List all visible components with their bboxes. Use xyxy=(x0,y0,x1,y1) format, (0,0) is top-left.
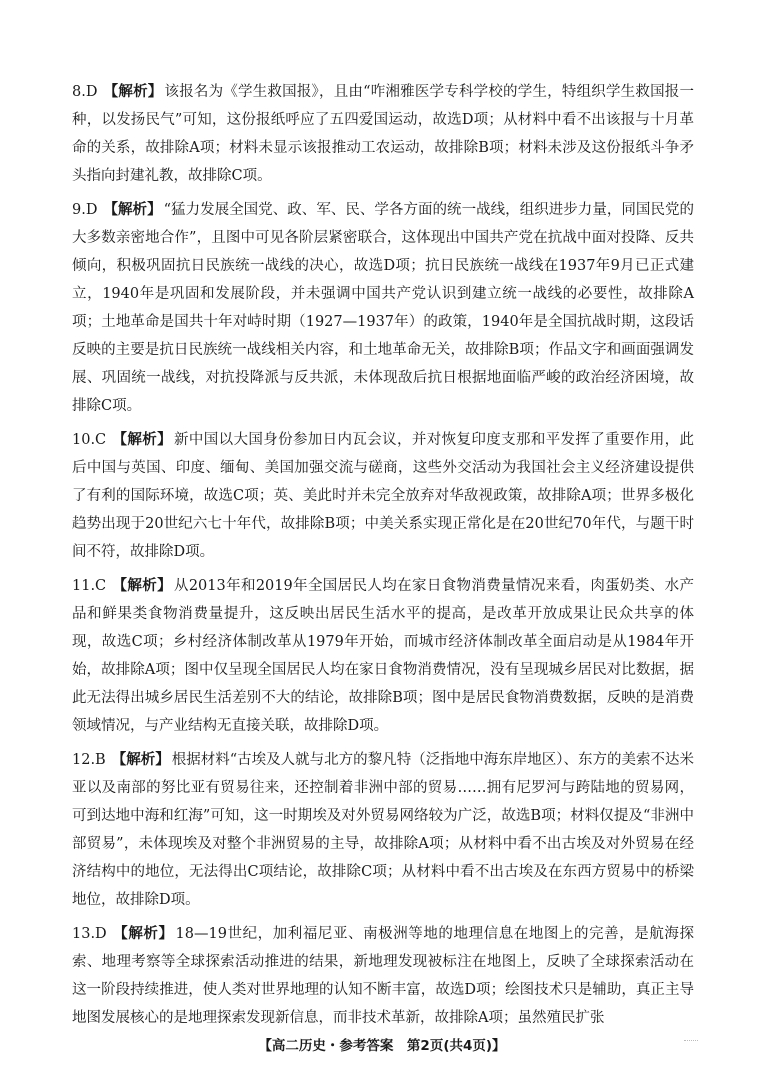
answer-number: 11.C xyxy=(72,578,107,594)
analysis-tag: 【解析】 xyxy=(112,431,172,448)
answer-item-13 xyxy=(72,920,694,1032)
answer-explanation: 18—19世纪，加利福尼亚、南极洲等地的地理信息在地图上的完善，是航海探索、地理考察等全球探索活动推进的结果，新地理发现被标注在地图上，反映了全球探索活动在这一阶段持续推进，使人类对世界地理的认知不断丰富，故选D项；绘图技术只是辅助，真正主导地图发展核心的是地理探索发现新信息，而非技术革新，故排除A项；虽然殖民扩张 xyxy=(72,926,695,1026)
scan-mark xyxy=(684,1040,698,1047)
answer-explanation: 从2013年和2019年全国居民人均在家日食物消费量情况来看，肉蛋奶类、水产品和鲜果类食物消费量提升，这反映出居民生活水平的提高，是改革开放成果让民众共享的体现，故选C项；乡村经济体制改革从1979年开始，而城市经济体制改革全面启动是从1984年开始，故排除A项；图中仅呈现全国居民人均在家日食物消费情况，没有呈现城乡居民对比数据，据此无法得出城乡居民生活差别不大的结论，故排除B项；图中是居民食物消费数据，反映的是消费领域情况，与产业结构无直接关联，故排除D项。 xyxy=(72,578,694,734)
answer-number: 13.D xyxy=(72,926,107,942)
answer-item-11 xyxy=(72,572,694,740)
answer-explanation: “猛力发展全国党、政、军、民、学各方面的统一战线，组织进步力量，同国民党的大多数亲密地合作”，且图中可见各阶层紧密联合，这体现出中国共产党在抗战中面对投降、反共倾向，积极巩固抗日民族统一战线的决心，故选D项；抗日民族统一战线在1937年9月已正式建立，1940年是巩固和发展阶段，并未强调中国共产党认识到建立统一战线的必要性，故排除A项；土地革命是国共十年对峙时期（1927—1937年）的政策，1940年是全国抗战时期，这段话反映的主要是抗日民族统一战线相关内容，和土地革命无关，故排除B项；作品文字和画面强调发展、巩固统一战线，对抗投降派与反共派，未体现敌后抗日根据地面临严峻的政治经济困境，故排除C项。 xyxy=(72,202,694,414)
answer-item-9 xyxy=(72,196,694,420)
analysis-tag: 【解析】 xyxy=(103,83,163,100)
answer-item-8 xyxy=(72,78,694,190)
answer-item-10 xyxy=(72,426,694,566)
answer-number: 12.B xyxy=(72,752,106,768)
answer-number: 9.D xyxy=(72,202,98,218)
answer-explanation: 新中国以大国身份参加日内瓦会议，并对恢复印度支那和平发挥了重要作用，此后中国与英国、印度、缅甸、美国加强交流与磋商，这些外交活动为我国社会主义经济建设提供了有利的国际环境，故选C项；英、美此时并未完全放弃对华敌视政策，故排除A项；世界多极化趋势出现于20世纪六七十年代，故排除B项；中美关系实现正常化是在20世纪70年代，与题干时间不符，故排除D项。 xyxy=(72,432,695,560)
analysis-tag: 【解析】 xyxy=(111,751,170,768)
answer-item-12 xyxy=(72,746,694,914)
page-footer: 【高二历史・参考答案 第2页(共4页)】 xyxy=(258,1038,506,1054)
answer-explanation: 根据材料“古埃及人就与北方的黎凡特（泛指地中海东岸地区）、东方的美索不达米亚以及南部的努比亚有贸易往来，还控制着非洲中部的贸易……拥有尼罗河与跨陆地的贸易网，可到达地中海和红海”可知，这一时期埃及对外贸易网络较为广泛，故选B项；材料仅提及“非洲中部贸易”，未体现埃及对整个非洲贸易的主导，故排除A项；从材料中看不出古埃及对外贸易在经济结构中的地位，无法得出C项结论，故排除C项；从材料中看不出古埃及在东西方贸易中的桥梁地位，故排除D项。 xyxy=(72,752,694,908)
analysis-tag: 【解析】 xyxy=(112,925,174,942)
analysis-tag: 【解析】 xyxy=(103,201,162,218)
analysis-tag: 【解析】 xyxy=(112,577,172,594)
answer-explanation: 该报名为《学生救国报》，且由“咋湘雅医学专科学校的学生，特组织学生救国报一种，以发扬民气”可知，这份报纸呼应了五四爱国运动，故选D项；从材料中看不出该报与十月革命的关系，故排除A项；材料未显示该报推动工农运动，故排除B项；材料未涉及这份报纸斗争矛头指向封建礼教，故排除C项。 xyxy=(72,84,694,184)
answer-list xyxy=(72,78,694,1038)
answer-number: 8.D xyxy=(72,84,98,100)
answer-number: 10.C xyxy=(72,432,107,448)
